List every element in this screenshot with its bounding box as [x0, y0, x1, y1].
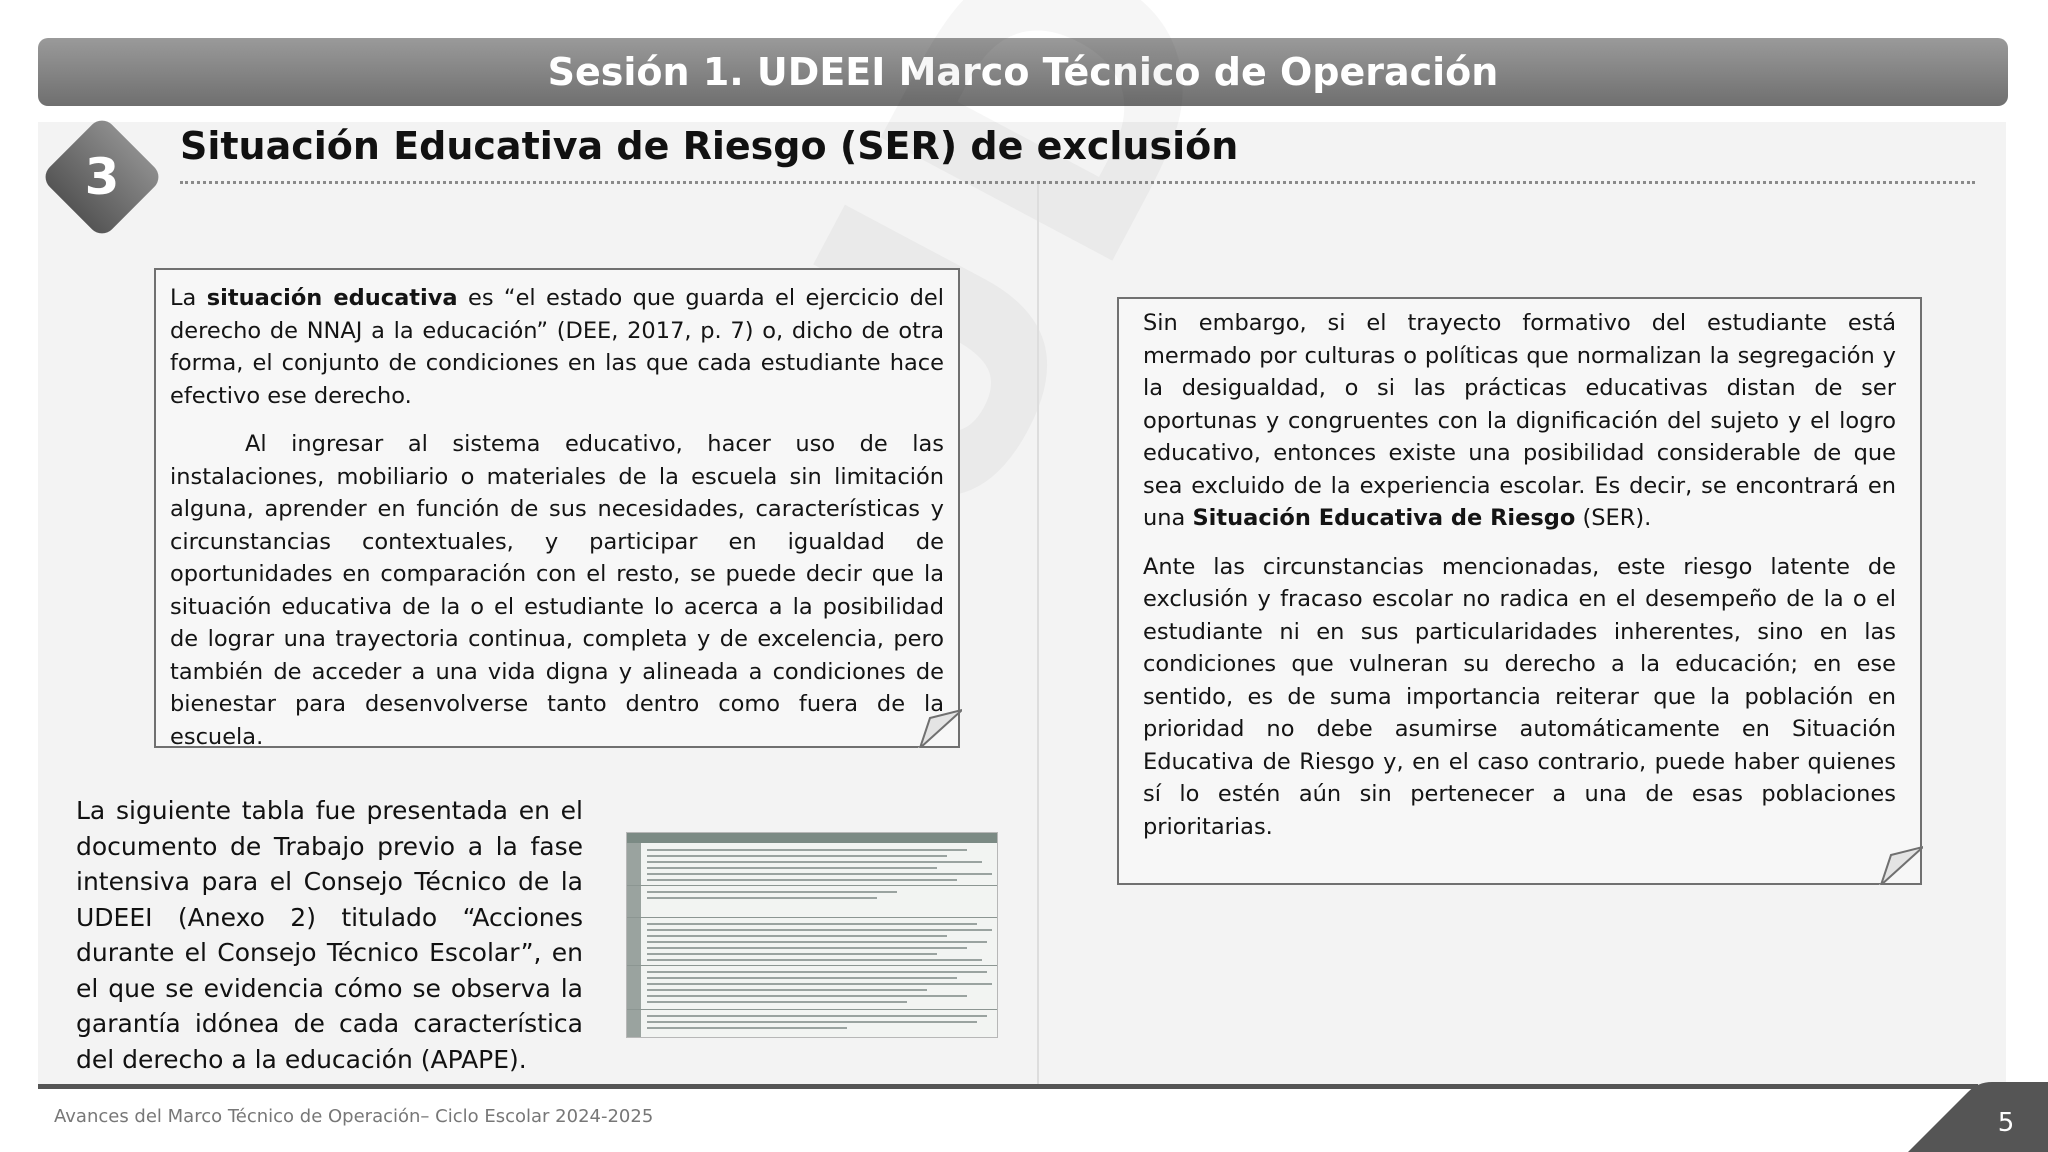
- left-text-box: [154, 268, 960, 748]
- left-p1-text-rest: es “el estado que guarda el ejercicio del derecho de NNAJ a la educación” (DEE, 2017, p. 7) o, dicho de otra forma, el conjunto de condiciones en las que cada estudiante hace efectivo ese derecho.: [170, 285, 944, 409]
- section-title: Situación Educativa de Riesgo (SER) de exclusión: [180, 124, 1239, 168]
- footer-corner-shape: [1908, 1082, 2048, 1152]
- left-p1-text: La: [170, 285, 207, 311]
- page-number: 5: [1997, 1108, 2015, 1138]
- header-title: Sesión 1. UDEEI Marco Técnico de Operación: [547, 50, 1499, 94]
- page-curl-icon: [1879, 845, 1923, 885]
- right-p1-bold: Situación Educativa de Riesgo: [1192, 505, 1576, 531]
- table-thumbnail-image: [626, 832, 998, 1038]
- right-text-box: [1117, 297, 1922, 885]
- left-p1-bold: situación educativa: [206, 285, 458, 311]
- right-paragraph-1: [1143, 307, 1896, 535]
- left-paragraph-1: [170, 282, 944, 412]
- right-p1-text: Sin embargo, si el trayecto formativo del estudiante está mermado por culturas o políticas que normalizan la segregación y la desigualdad, o si las prácticas educativas distan de ser oportunas y congruentes con la dignificación del sujeto y el logro educativo, entonces existe una posibilidad considerable de que sea excluido de la experiencia escolar. Es decir, se encontrará en una: [1143, 310, 1896, 531]
- page-curl-icon: [918, 708, 962, 748]
- footer-rule: [38, 1084, 1978, 1089]
- right-p1-text-rest: (SER).: [1575, 505, 1652, 531]
- table-thumbnail-header: [627, 833, 997, 843]
- title-rule: [180, 181, 1975, 184]
- table-description: La siguiente tabla fue presentada en el documento de Trabajo previo a la fase intensiva para el Consejo Técnico de la UDEEI (Anexo 2) titulado “Acciones durante el Consejo Técnico Escolar”, en el que se evidencia cómo se observa la garantía idónea de cada característica del derecho a la educación (APAPE).: [76, 796, 583, 1074]
- left-paragraph-2: Al ingresar al sistema educativo, hacer uso de las instalaciones, mobiliario o materiales de la escuela sin limitación alguna, aprender en función de sus necesidades, características y circunstancias contextuales, y participar en igualdad de oportunidades en comparación con el resto, se puede decir que la situación educativa de la o el estudiante lo acerca a la posibilidad de lograr una trayectoria continua, completa y de excelencia, pero también de acceder a una vida digna y alineada a condiciones de bienestar para desenvolverse tanto dentro como fuera de la escuela.: [170, 431, 944, 750]
- right-paragraph-2: Ante las circunstancias mencionadas, este riesgo latente de exclusión y fracaso escolar no radica en el desempeño de la o el estudiante ni en sus particularidades inherentes, sino en las condiciones que vulneran su derecho a la educación; en ese sentido, es de suma importancia reiterar que la población en prioridad no debe asumirse automáticamente en Situación Educativa de Riesgo y, en el caso contrario, puede haber quienes sí lo estén aún sin pertenecer a una de esas poblaciones prioritarias.: [1143, 553, 1896, 840]
- column-divider: [1037, 184, 1039, 1084]
- footer-text: Avances del Marco Técnico de Operación– Ciclo Escolar 2024-2025: [54, 1106, 654, 1127]
- section-number: 3: [84, 148, 120, 206]
